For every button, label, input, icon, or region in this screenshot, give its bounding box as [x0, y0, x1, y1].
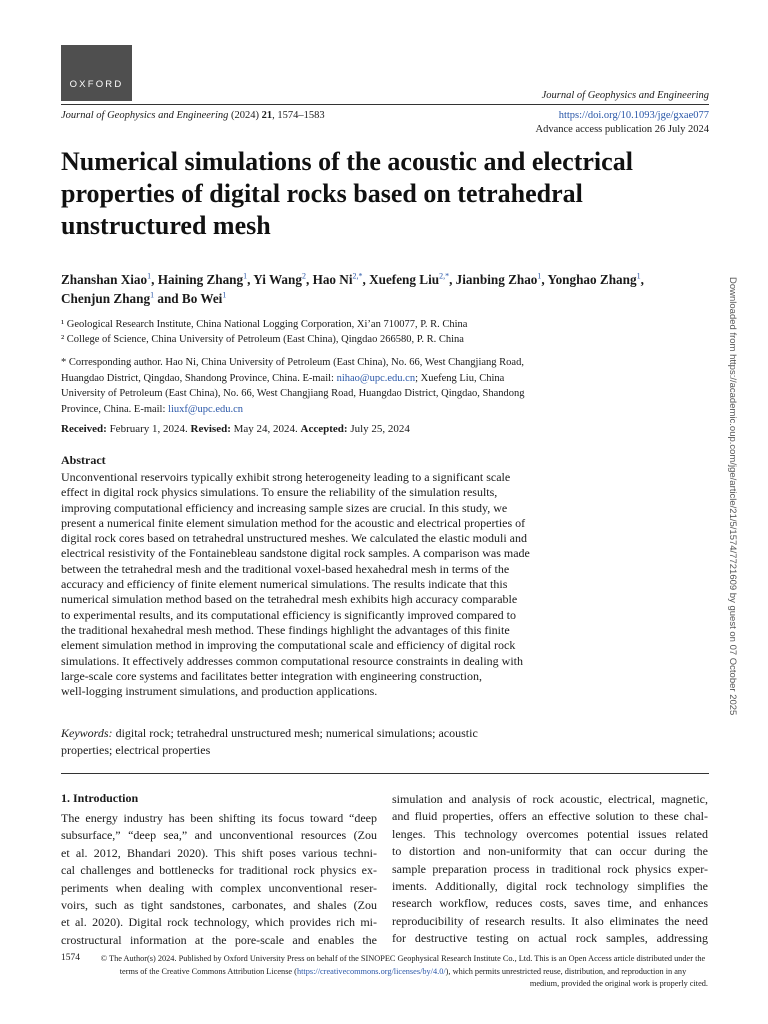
abstract-body	[61, 470, 573, 699]
author: Haining Zhang$^1$,	[157, 271, 254, 287]
download-watermark: Downloaded from https://academic.oup.com/jge/article/21/5/1574/7721609 by guest on 07 October 2025	[727, 277, 738, 716]
header-rule	[61, 104, 709, 105]
text-line: for destructive testing on actual rock samples, addressing	[392, 931, 708, 946]
license-link[interactable]: https://creativecommons.org/licenses/by/4.0/	[296, 966, 446, 976]
text-line: cal challenges and bottlenecks for traditional rock physics ex-	[61, 863, 377, 878]
abstract-line: between the tetrahedral mesh and the traditional voxel-based hexahedral mesh in terms of the	[61, 561, 510, 576]
introduction-column-right	[392, 791, 708, 948]
doi-link[interactable]: https://doi.org/10.1093/jge/gxae077	[558, 110, 709, 121]
keywords-label: Keywords:	[61, 726, 113, 740]
abstract-line: element simulation method in improving the computational scale and efficiency of digital rock	[61, 638, 516, 653]
affiliation-1: ¹ Geological Research Institute, China National Logging Corporation, Xi’an 710077, P. R. China	[61, 319, 468, 330]
section-divider	[61, 773, 709, 774]
email-link-liu[interactable]: liuxf@upc.edu.cn	[168, 403, 244, 415]
text-line: research workflow, reduces costs, saves time, and enhances	[392, 896, 708, 911]
text-line: reproducibility of research results. It also eliminates the need	[392, 913, 708, 928]
author: Xuefeng Liu$^{2,*}$,	[369, 271, 456, 287]
logo-text: OXFORD	[69, 79, 124, 90]
author: Bo Wei$^1$	[181, 290, 227, 306]
introduction-column-left	[61, 810, 377, 949]
journal-name-header: Journal of Geophysics and Engineering	[541, 90, 709, 101]
text-line: et al. 2012, Bhandari 2020). This shift poses various techni-	[61, 845, 377, 860]
article-dates: Received: February 1, 2024. Revised: May 24, 2024. Accepted: July 25, 2024	[61, 423, 410, 435]
article-title: Numerical simulations of the acoustic and electrical properties of digital rocks based on tetrahedral unstructured mesh	[61, 147, 633, 240]
keywords: Keywords: digital rock; tetrahedral unstructured mesh; numerical simulations; acoustic properties; electrical properties	[61, 726, 478, 757]
citation-line: Journal of Geophysics and Engineering (2024) 21, 1574–1583	[61, 110, 325, 121]
text-line: simulation and analysis of rock acoustic, electrical, magnetic,	[392, 792, 708, 806]
abstract-line: effect in digital rock physics simulations. To ensure the reliability of the simulation results,	[61, 485, 498, 500]
author: Jianbing Zhao$^1$,	[455, 271, 548, 287]
abstract-line: digital rock cores based on tetrahedral unstructured meshes. We calculated the elastic moduli and	[61, 531, 527, 546]
introduction-heading: 1. Introduction	[61, 791, 139, 805]
oxford-logo	[61, 45, 132, 101]
abstract-line: large-scale core systems and facilitates better integration with engineering construction,	[61, 668, 482, 683]
abstract-line: to experimental results, and its computational efficiency is significantly improved compared to	[61, 607, 516, 622]
abstract-line: simulations. It effectively addresses common computational resource constraints in dealing with	[61, 653, 523, 668]
text-line: et al. 2020). Digital rock technology, which provides rich mi-	[61, 915, 377, 930]
abstract-line: accuracy and efficiency of finite element numerical simulations. The results indicate that this	[61, 577, 508, 592]
corresponding-author-note: * Corresponding author. Hao Ni, China University of Petroleum (East China), No. 66, West Changjiang Road, Huangdao District, Qingdao, Shandong Province, China. E-mail: nihao@upc.edu.cn; Xuefeng Liu, China University of Petroleum (East China), No. 66, West Changjiang Road, Huangdao District, Qingdao, Shandong Province, China. E-mail: liuxf@upc.edu.cn	[61, 357, 525, 415]
text-line: to distortion and non-uniformity that can occur during the	[392, 844, 708, 859]
text-line: and fluid properties, offers an effective solution to these chal-	[392, 809, 708, 824]
text-line: voirs, such as tight sandstones, carbonates, and shales (Zou	[61, 897, 377, 912]
advance-access-date: Advance access publication 26 July 2024	[535, 124, 709, 135]
abstract-heading: Abstract	[61, 453, 106, 467]
email-link-ni[interactable]: nihao@upc.edu.cn	[336, 372, 416, 384]
abstract-line: well-logging instrument simulations, and production applications.	[61, 684, 378, 699]
abstract-line: the traditional hexahedral mesh method. These findings highlight the advantages of this finite	[61, 622, 510, 637]
abstract-line: Unconventional reservoirs typically exhibit strong heterogeneity leading to a significant scale	[61, 470, 511, 484]
abstract-line: improving computational efficiency and increasing sample sizes are crucial. In this study, we	[61, 500, 508, 515]
author: Yi Wang$^2$,	[253, 271, 313, 287]
citation-journal: Journal of Geophysics and Engineering	[61, 110, 229, 121]
text-line: crostructural information at the pore-scale and enables the	[61, 932, 377, 947]
text-line: sample preparation process in traditional rock physics exper-	[392, 861, 708, 876]
text-line: lenges. This technology overcomes potential issues related	[392, 826, 708, 841]
abstract-line: present a numerical finite element simulation method for the acoustic and electrical properties of	[61, 515, 526, 530]
abstract-line: numerical simulation method based on the tetrahedral mesh exhibits high accuracy comparable	[61, 592, 518, 607]
author: Chenjun Zhang$^1$ and	[61, 290, 182, 306]
abstract-line: electrical resistivity of the Fontainebleau sandstone digital rock samples. A comparison was made	[61, 546, 530, 561]
text-line: subsurface,” “deep sea,” and unconventional resources (Zou	[61, 828, 377, 843]
author: Zhanshan Xiao$^1$,	[61, 271, 158, 287]
text-line: The energy industry has been shifting its focus toward “deep	[61, 811, 377, 825]
text-line: iments. Additionally, digital rock technology simplifies the	[392, 878, 708, 893]
page-number: 1574	[61, 953, 80, 963]
citation-volume: 21	[261, 110, 273, 121]
author: Yonghao Zhang$^1$,	[547, 271, 644, 287]
text-line: periments when dealing with complex unconventional reser-	[61, 880, 377, 895]
author-list	[61, 270, 711, 308]
affiliation-2: ² College of Science, China University of Petroleum (East China), Qingdao 266580, P. R. China	[61, 334, 464, 345]
author: Hao $Ni^{2,*}$,	[312, 271, 370, 287]
license-footnote: © The Author(s) 2024. Published by Oxford University Press on behalf of the SINOPEC Geophysical Research Institute Co., Ltd. This is an Open Access article distributed under the terms of the Creative Commons Attribution License (https://creativecommons.org/licenses/by/4.0/), which permits unrestricted reuse, distribution, and reproduction in any medium, provided the original work is properly cited.	[100, 954, 708, 988]
